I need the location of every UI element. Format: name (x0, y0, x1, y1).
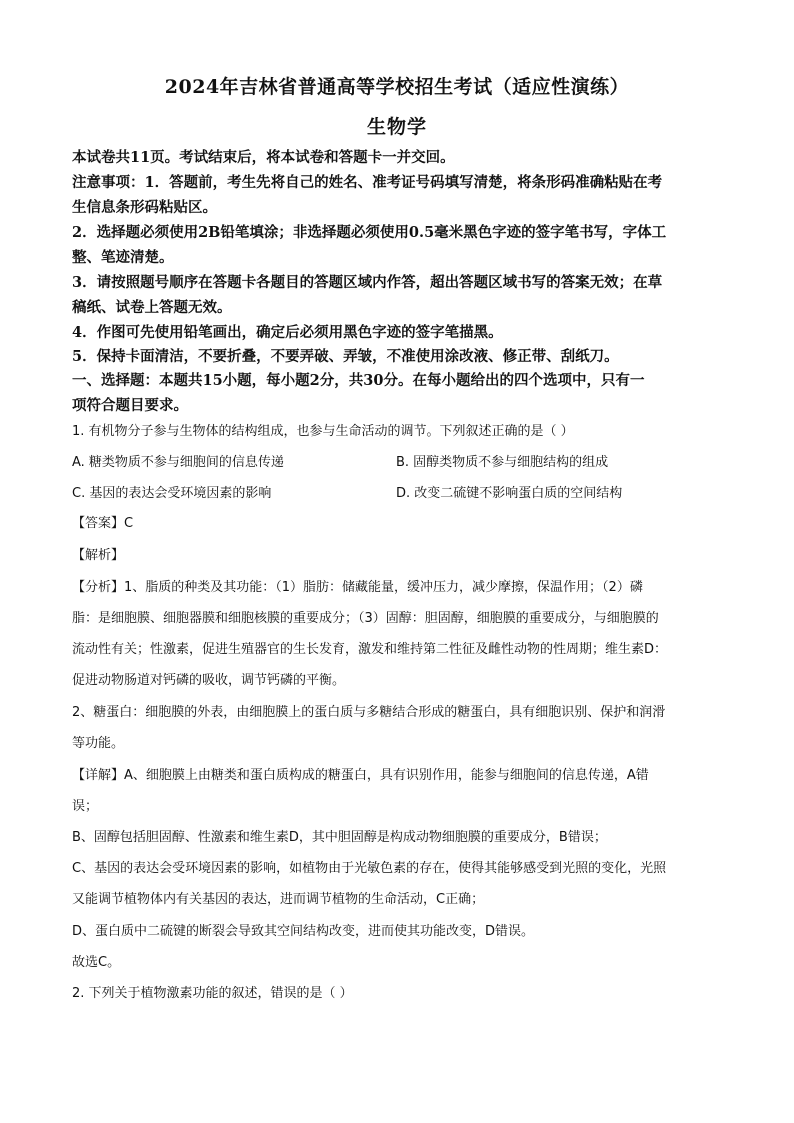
detail-line: C、基因的表达会受环境因素的影响，如植物由于光敏色素的存在，使得其能够感受到光照的变化，光照 (72, 861, 667, 876)
question-1-option-b: B. 固醇类物质不参与细胞结构的组成 (396, 455, 609, 470)
detail-line: D、蛋白质中二硫键的断裂会导致其空间结构改变，进而使其功能改变，D错误。 (72, 924, 535, 939)
analysis-line: 促进动物肠道对钙磷的吸收，调节钙磷的平衡。 (72, 673, 346, 688)
question-1-option-d: D. 改变二硫键不影响蛋白质的空间结构 (396, 486, 623, 501)
instruction-line: 注意事项：1．答题前，考生先将自己的姓名、准考证号码填写清楚，将条形码准确粘贴在考 (72, 174, 663, 191)
instruction-line: 整、笔迹清楚。 (72, 249, 174, 266)
detail-line: 又能调节植物体内有关基因的表达，进而调节植物的生命活动，C正确； (72, 892, 485, 907)
analysis-line: 【分析】1、脂质的种类及其功能：（1）脂肪：储藏能量，缓冲压力，减少摩擦，保温作用；（2）磷 (72, 580, 643, 595)
section-heading: 一、选择题：本题共15小题，每小题2分，共30分。在每小题给出的四个选项中，只有一 (72, 372, 645, 389)
question-1-analysis-label: 【解析】 (72, 548, 125, 563)
question-1-stem: 1. 有机物分子参与生物体的结构组成，也参与生命活动的调节。下列叙述正确的是（ ） (72, 424, 574, 439)
subject-title: 生物学 (366, 116, 427, 138)
analysis-line: 2、糖蛋白：细胞膜的外表，由细胞膜上的蛋白质与多糖结合形成的糖蛋白，具有细胞识别、保护和润滑 (72, 705, 666, 720)
instruction-line: 稿纸、试卷上答题无效。 (72, 299, 232, 316)
question-1-option-c: C. 基因的表达会受环境因素的影响 (72, 486, 272, 501)
detail-line: 误； (72, 799, 99, 814)
analysis-line: 脂：是细胞膜、细胞器膜和细胞核膜的重要成分；（3）固醇：胆固醇，细胞膜的重要成分，与细胞膜的 (72, 611, 659, 626)
instruction-line: 2．选择题必须使用2B铅笔填涂；非选择题必须使用0.5毫米黑色字迹的签字笔书写，字体工 (72, 224, 667, 241)
instruction-line: 生信息条形码粘贴区。 (72, 199, 217, 216)
detail-line: 【详解】A、细胞膜上由糖类和蛋白质构成的糖蛋白，具有识别作用，能参与细胞间的信息传递，A错 (72, 768, 649, 783)
page-title: 2024年吉林省普通高等学校招生考试（适应性演练） (164, 76, 630, 98)
analysis-line: 流动性有关；性激素，促进生殖器官的生长发育，激发和维持第二性征及雌性动物的性周期；维生素D： (72, 642, 668, 657)
instruction-line: 4．作图可先使用铅笔画出，确定后必须用黑色字迹的签字笔描黑。 (72, 324, 503, 341)
question-1-answer: 【答案】C (72, 516, 134, 531)
instruction-line: 3．请按照题号顺序在答题卡各题目的答题区域内作答，超出答题区域书写的答案无效；在草 (72, 274, 663, 291)
instruction-line: 5．保持卡面清洁，不要折叠，不要弄破、弄皱，不准使用涂改液、修正带、刮纸刀。 (72, 348, 619, 365)
detail-line: 故选C。 (72, 955, 121, 970)
analysis-line: 等功能。 (72, 736, 125, 751)
section-heading: 项符合题目要求。 (72, 397, 188, 414)
question-2-stem: 2. 下列关于植物激素功能的叙述，错误的是（ ） (72, 986, 353, 1001)
detail-line: B、固醇包括胆固醇、性激素和维生素D，其中胆固醇是构成动物细胞膜的重要成分，B错误； (72, 830, 607, 845)
question-1-option-a: A. 糖类物质不参与细胞间的信息传递 (72, 455, 284, 470)
instruction-line: 本试卷共11页。考试结束后，将本试卷和答题卡一并交回。 (72, 149, 455, 166)
